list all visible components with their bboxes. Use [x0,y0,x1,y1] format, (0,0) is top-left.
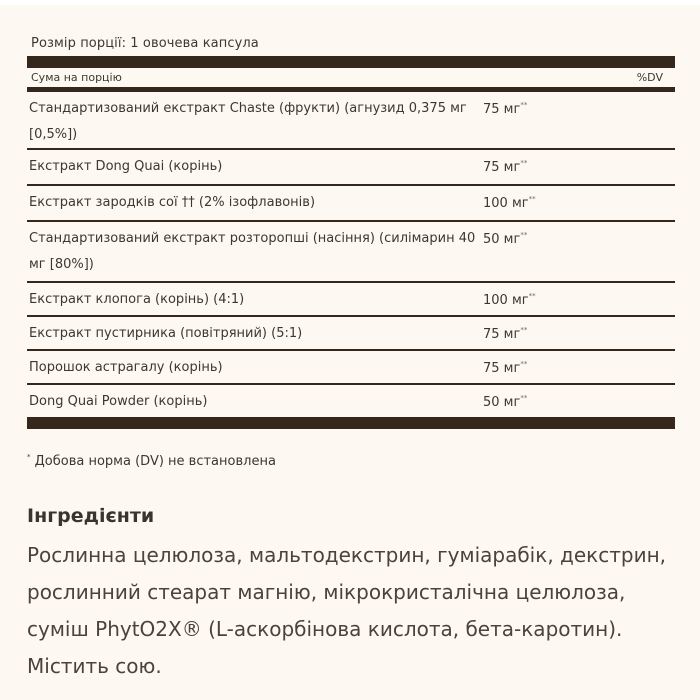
ingredients-text: Рослинна целюлоза, мальтодекстрин, гуміарабік, декстрин, рослинний стеарат магнію, мікрокристалічна целюлоза, суміш PhytO2X® (L-аскорбінова кислота, бета-каротин). Містить сою. [27,543,667,678]
table-row [27,150,675,186]
ingredient-amount: 75 мг** [483,326,528,342]
ingredient-name: Стандартизований екстракт Chaste (фрукти) (агнузид 0,375 мг [0,5%]) [29,101,467,142]
ingredient-name: Екстракт клопога (корінь) (4:1) [29,292,245,307]
ingredient-name: Стандартизований екстракт розторопші (насіння) (силімарин 40 мг [80%]) [29,231,476,272]
bottom-rule [27,417,675,429]
ingredient-name: Порошок астрагалу (корінь) [29,360,223,375]
supplement-facts-page [0,5,700,700]
top-rule [27,56,675,68]
ingredient-name: Екстракт пустирника (повітряний) (5:1) [29,326,303,341]
amount-per-serving-label: Сума на порцію [31,71,122,84]
dv-label: %DV [636,71,663,84]
table-row [27,351,675,385]
supplement-facts-table [27,56,675,429]
dv-footnote: * Добова норма (DV) не встановлена [27,453,276,469]
ingredient-amount: 75 мг** [483,101,528,117]
ingredient-amount: 75 мг** [483,360,528,376]
ingredient-name: Dong Quai Powder (корінь) [29,394,208,409]
ingredient-amount: 75 мг** [483,159,528,175]
table-row [27,317,675,351]
table-row [27,186,675,222]
ingredient-amount: 100 мг** [483,195,536,211]
ingredient-name: Екстракт Dong Quai (корінь) [29,159,223,174]
table-row [27,222,675,283]
ingredient-name: Екстракт зародків сої †† (2% ізофлавонів) [29,195,316,210]
table-header [27,68,675,87]
ingredient-amount: 100 мг** [483,292,536,308]
table-row [27,385,675,417]
ingredients-title: Інгредієнти [27,505,155,527]
ingredient-amount: 50 мг** [483,231,528,247]
serving-size: Розмір порції: 1 овочева капсула [31,36,259,51]
ingredient-amount: 50 мг** [483,394,528,410]
table-row [27,92,675,150]
table-row [27,283,675,317]
